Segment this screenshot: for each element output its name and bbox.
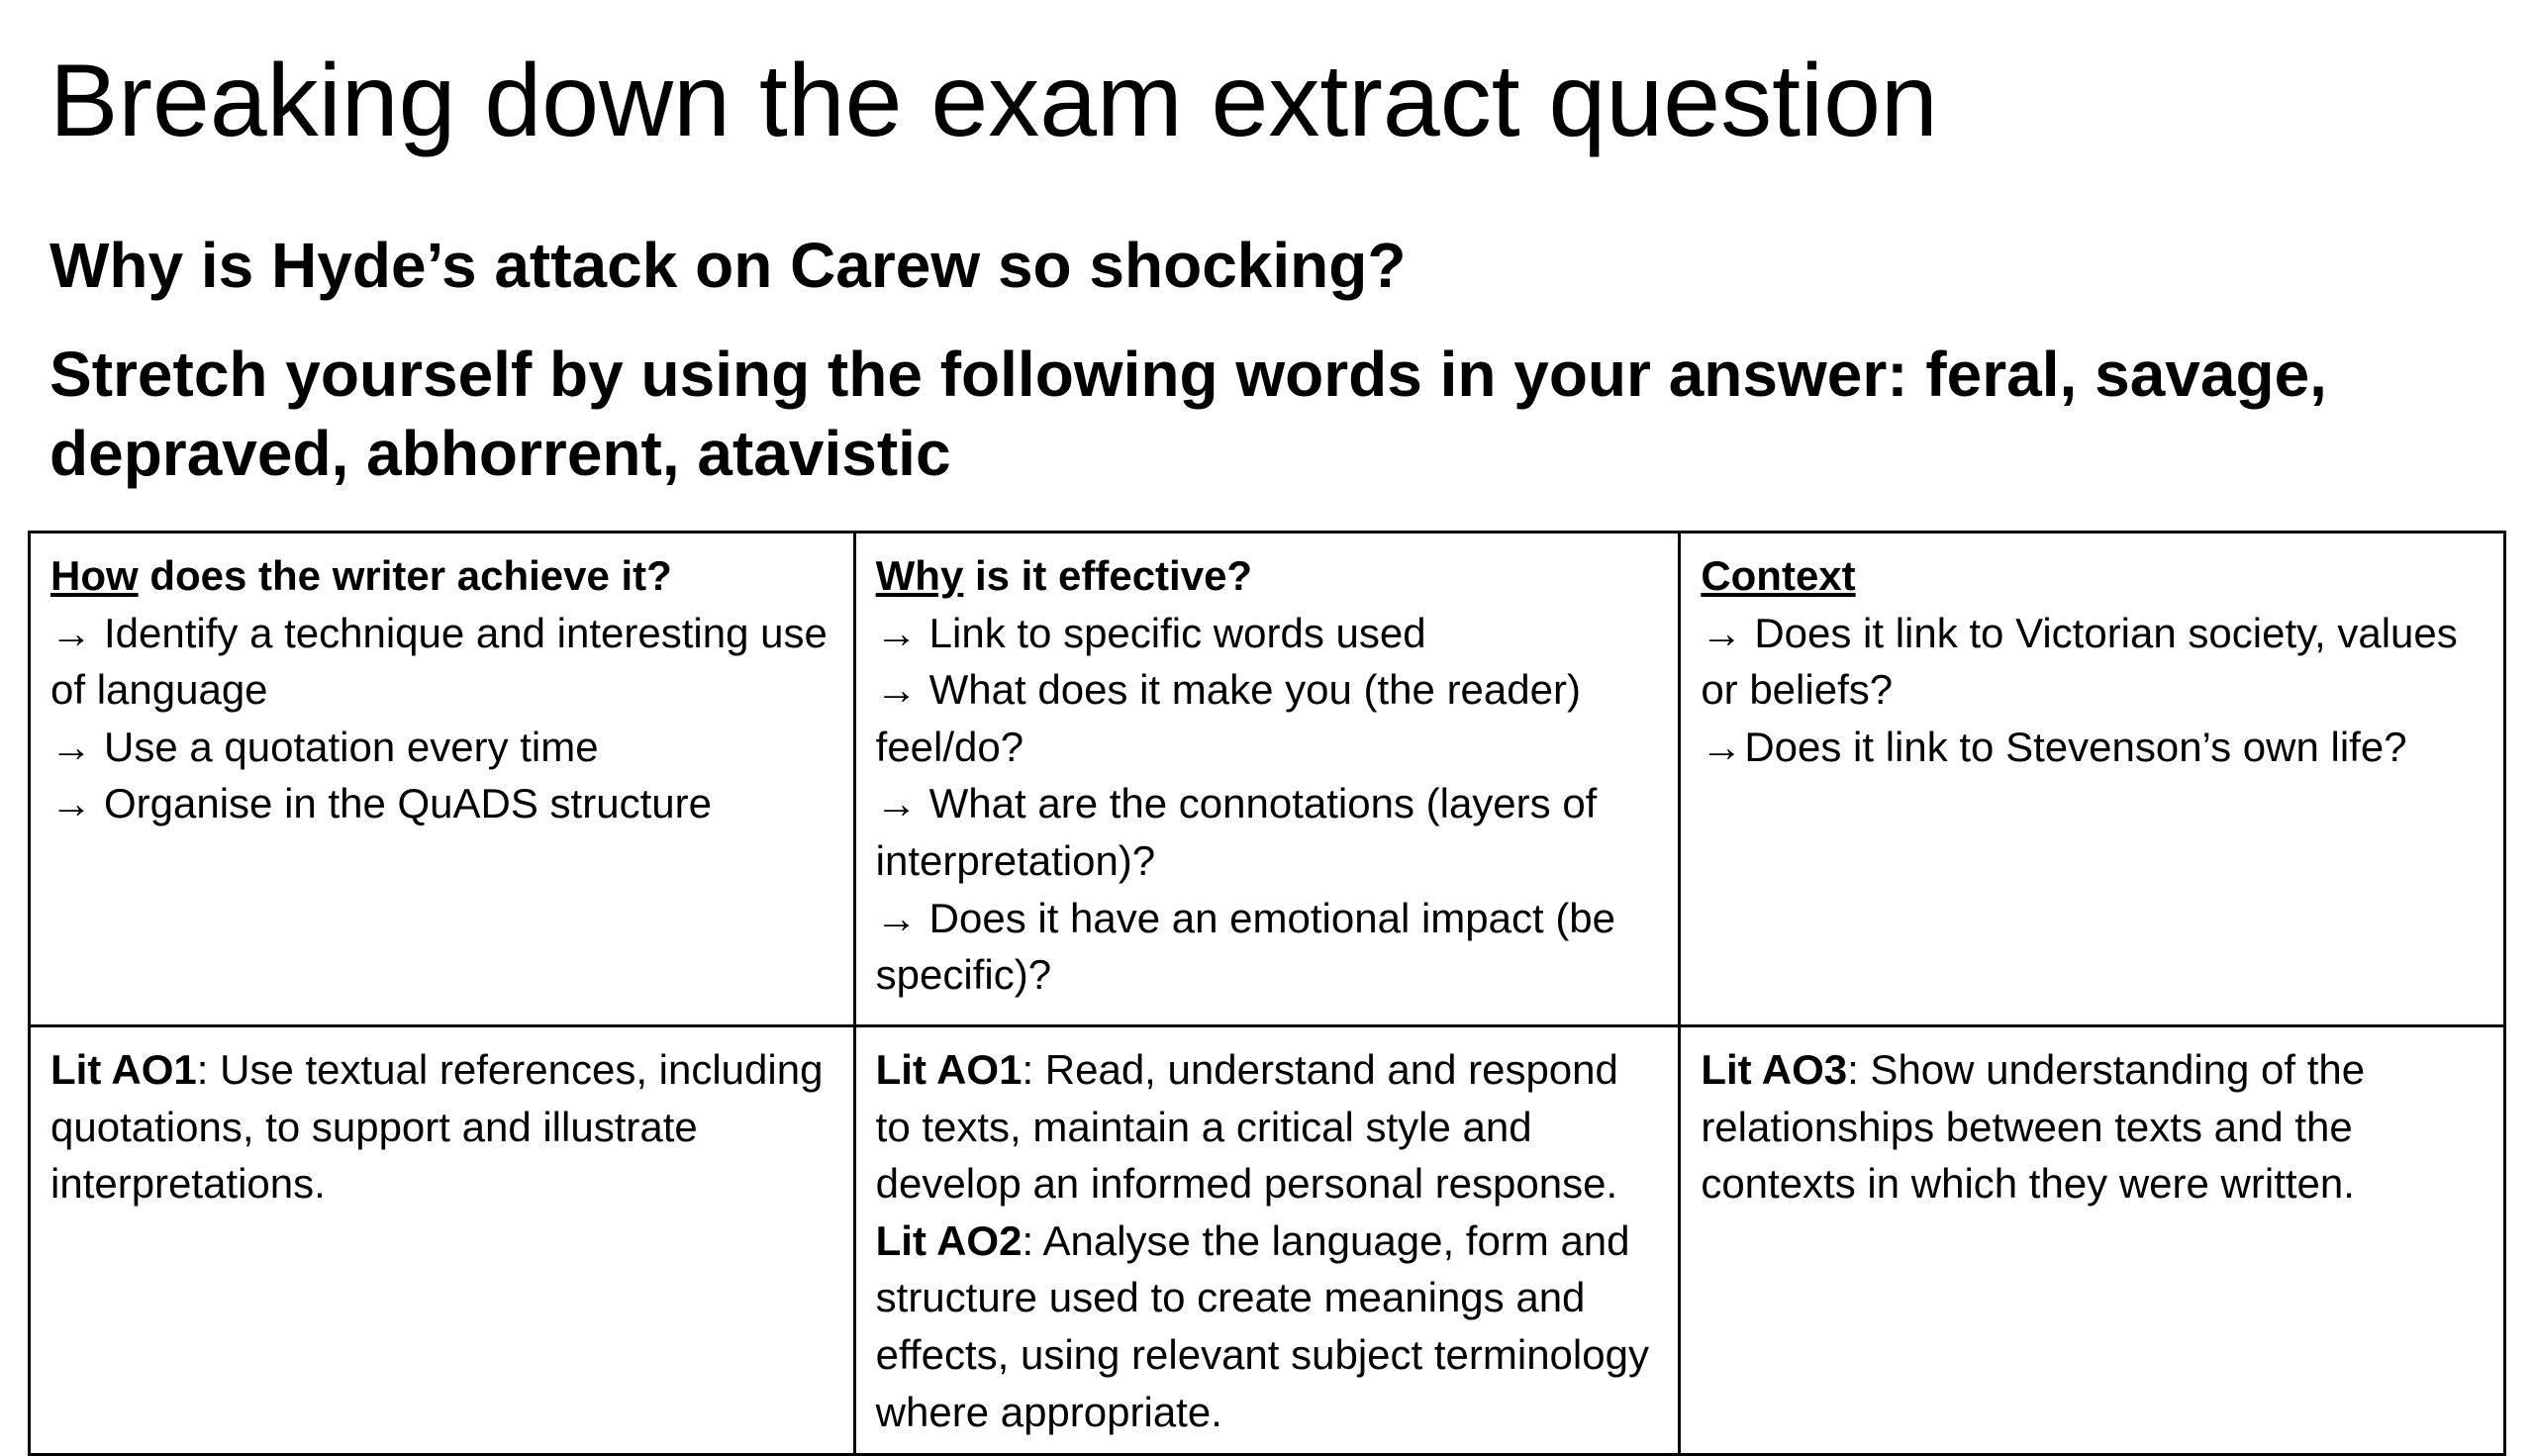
stretch-instruction: Stretch yourself by using the following words in your answer: feral, savage, depraved, abhorrent, atavistic [49, 339, 2327, 489]
objective-label: Lit AO1 [50, 1046, 197, 1093]
ao1-ao2-cell [854, 1026, 1680, 1455]
why-heading [876, 547, 1659, 605]
how-cell [30, 533, 855, 1026]
how-point: → Organise in the QuADS structure [50, 780, 712, 827]
assessment-objective [50, 1041, 833, 1213]
ao1-cell [30, 1026, 855, 1455]
context-point: →Does it link to Stevenson’s own life? [1701, 723, 2407, 770]
context-heading-keyword: Context [1701, 552, 1856, 599]
why-point: → What does it make you (the reader) feel/do? [875, 666, 1581, 770]
objective-text: : Use textual references, including quotations, to support and illustrate interpretations. [50, 1046, 824, 1208]
arrow-right-icon: → [875, 780, 918, 827]
why-heading-keyword: Why [875, 552, 964, 599]
arrow-right-icon: → [875, 666, 918, 714]
guidance-row [30, 533, 2505, 1026]
how-heading-keyword: How [50, 552, 139, 599]
objective-text: : Analyse the language, form and structure used to create meanings and effects, using relevant subject terminology where appropriate. [875, 1216, 1649, 1435]
assessment-table [28, 531, 2506, 1456]
context-point: → Does it link to Victorian society, values or beliefs? [1701, 609, 2458, 714]
why-point: → Does it have an emotional impact (be specific)? [875, 894, 1616, 999]
context-cell [1680, 533, 2505, 1026]
arrow-right-icon: → [1701, 609, 1743, 656]
arrow-right-icon: → [50, 780, 92, 827]
assessment-objective [876, 1213, 1659, 1440]
arrow-right-icon: → [1701, 723, 1743, 770]
objective-label: Lit AO2 [875, 1216, 1023, 1264]
objective-text: : Read, understand and respond to texts, maintain a critical style and develop an informed personal response. [875, 1046, 1618, 1208]
why-heading-rest: is it effective? [963, 552, 1253, 599]
arrow-right-icon: → [50, 609, 92, 656]
how-point: → Use a quotation every time [50, 723, 599, 770]
ao3-cell [1680, 1026, 2505, 1455]
why-point: → What are the connotations (layers of interpretation)? [875, 780, 1598, 884]
objective-text: : Show understanding of the relationships between texts and the contexts in which they were written. [1701, 1046, 2366, 1208]
context-heading [1701, 547, 2484, 605]
arrow-right-icon: → [50, 723, 92, 770]
objective-label: Lit AO3 [1701, 1046, 1848, 1093]
exam-question: Why is Hyde’s attack on Carew so shocking? [49, 230, 1407, 301]
why-point: → Link to specific words used [875, 609, 1426, 656]
how-point: → Identify a technique and interesting use of language [50, 609, 828, 714]
why-cell [854, 533, 1680, 1026]
assessment-objective [876, 1041, 1659, 1213]
how-heading [50, 547, 833, 605]
objective-label: Lit AO1 [875, 1046, 1023, 1093]
objectives-row [30, 1026, 2505, 1455]
assessment-objective [1701, 1041, 2484, 1213]
slide-title: Breaking down the exam extract question [49, 44, 1938, 158]
arrow-right-icon: → [875, 609, 918, 656]
arrow-right-icon: → [875, 894, 918, 941]
how-heading-rest: does the writer achieve it? [138, 552, 672, 599]
